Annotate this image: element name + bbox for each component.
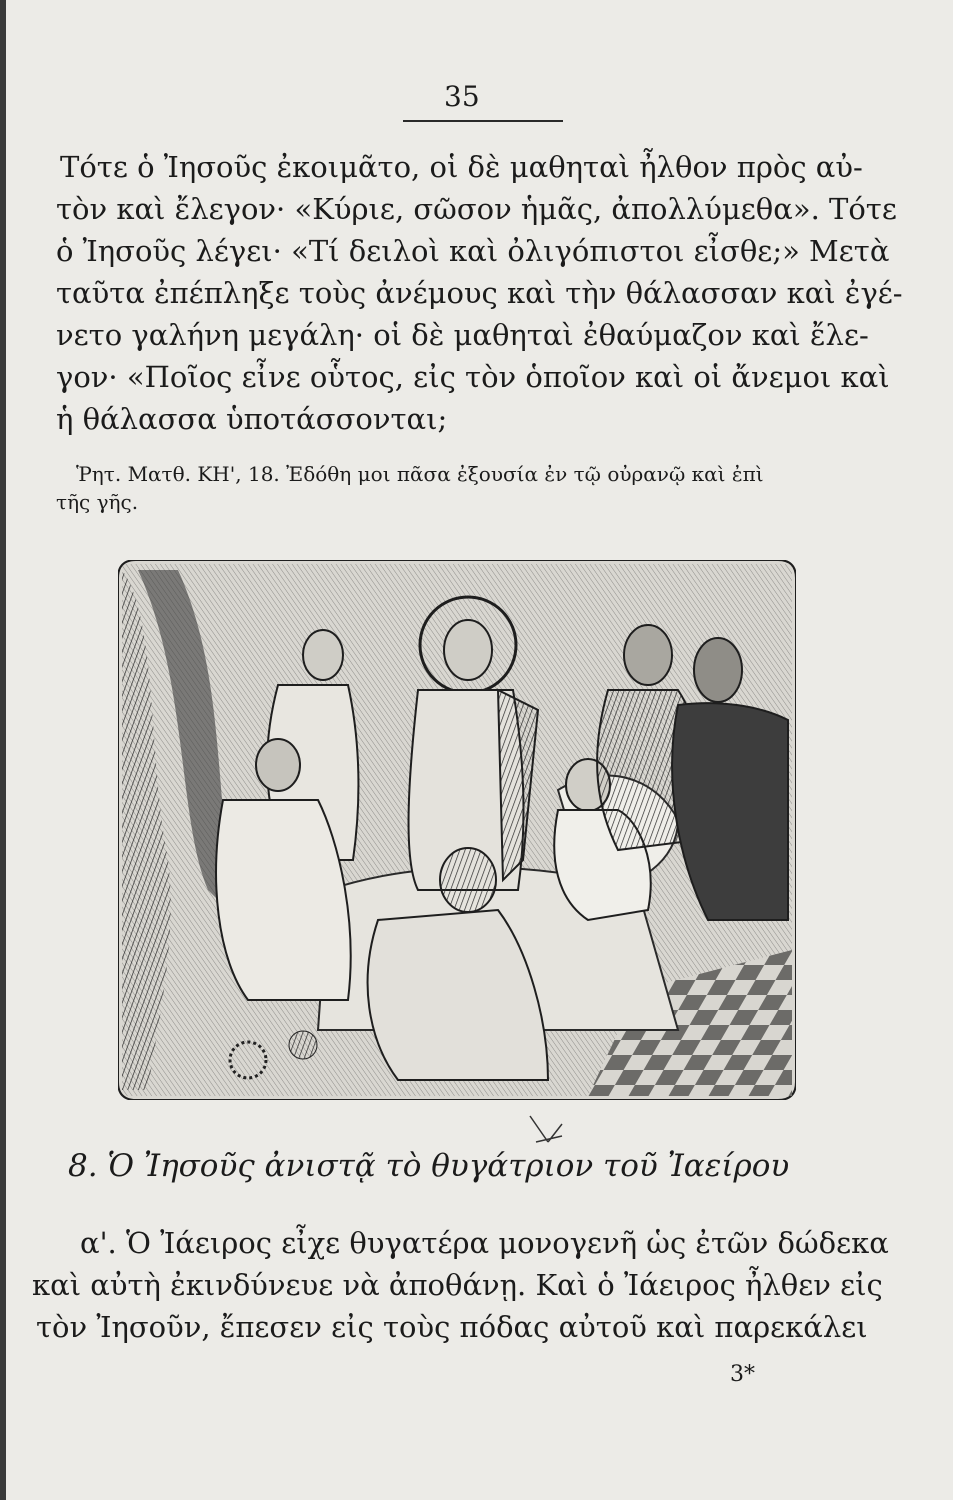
page-edge (0, 0, 6, 1500)
section-line: τὸν Ἰησοῦν, ἔπεσεν εἰς τοὺς πόδας αὐτοῦ καὶ παρεκάλει (36, 1310, 868, 1344)
paragraph-line: ταῦτα ἐπέπληξε τοὺς ἀνέμους καὶ τὴν θάλασσαν καὶ ἐγέ- (56, 276, 903, 310)
paragraph-line: γον· «Ποῖος εἶνε οὗτος, εἰς τὸν ὁποῖον καὶ οἱ ἄνεμοι καὶ (56, 360, 890, 394)
paragraph-line: νετο γαλήνη μεγάλη· οἱ δὲ μαθηταὶ ἐθαύμαζον καὶ ἔλε- (56, 318, 869, 352)
paragraph-line: ἡ θάλασσα ὑποτάσσονται; (56, 402, 448, 436)
footnote-line: Ῥητ. Ματθ. ΚΗ', 18. Ἐδόθη μοι πᾶσα ἐξουσία ἐν τῷ οὐρανῷ καὶ ἐπὶ (76, 462, 764, 486)
footnote-line: τῆς γῆς. (56, 490, 139, 514)
header-rule (403, 120, 563, 122)
section-heading: 8. Ὁ Ἰησοῦς ἀνιστᾷ τὸ θυγάτριον τοῦ Ἰαείρου (68, 1148, 790, 1184)
paragraph-line: Τότε ὁ Ἰησοῦς ἐκοιμᾶτο, οἱ δὲ μαθηταὶ ἦλθον πρὸς αὐ- (60, 150, 863, 184)
signature-mark: 3* (730, 1362, 755, 1387)
engraving-illustration (118, 560, 796, 1100)
section-line: α'. Ὁ Ἰάειρος εἶχε θυγατέρα μονογενῆ ὡς ἐτῶν δώδεκα (80, 1226, 889, 1260)
pencil-mark (522, 1112, 572, 1152)
section-line: καὶ αὐτὴ ἐκινδύνευε νὰ ἀποθάνῃ. Καὶ ὁ Ἰάειρος ἦλθεν εἰς (32, 1268, 883, 1302)
paragraph-line: ὁ Ἰησοῦς λέγει· «Τί δειλοὶ καὶ ὀλιγόπιστοι εἶσθε;» Μετὰ (56, 234, 890, 268)
page-number: 35 (444, 80, 480, 113)
paragraph-line: τὸν καὶ ἔλεγον· «Κύριε, σῶσον ἡμᾶς, ἀπολλύμεθα». Τότε (56, 192, 897, 226)
